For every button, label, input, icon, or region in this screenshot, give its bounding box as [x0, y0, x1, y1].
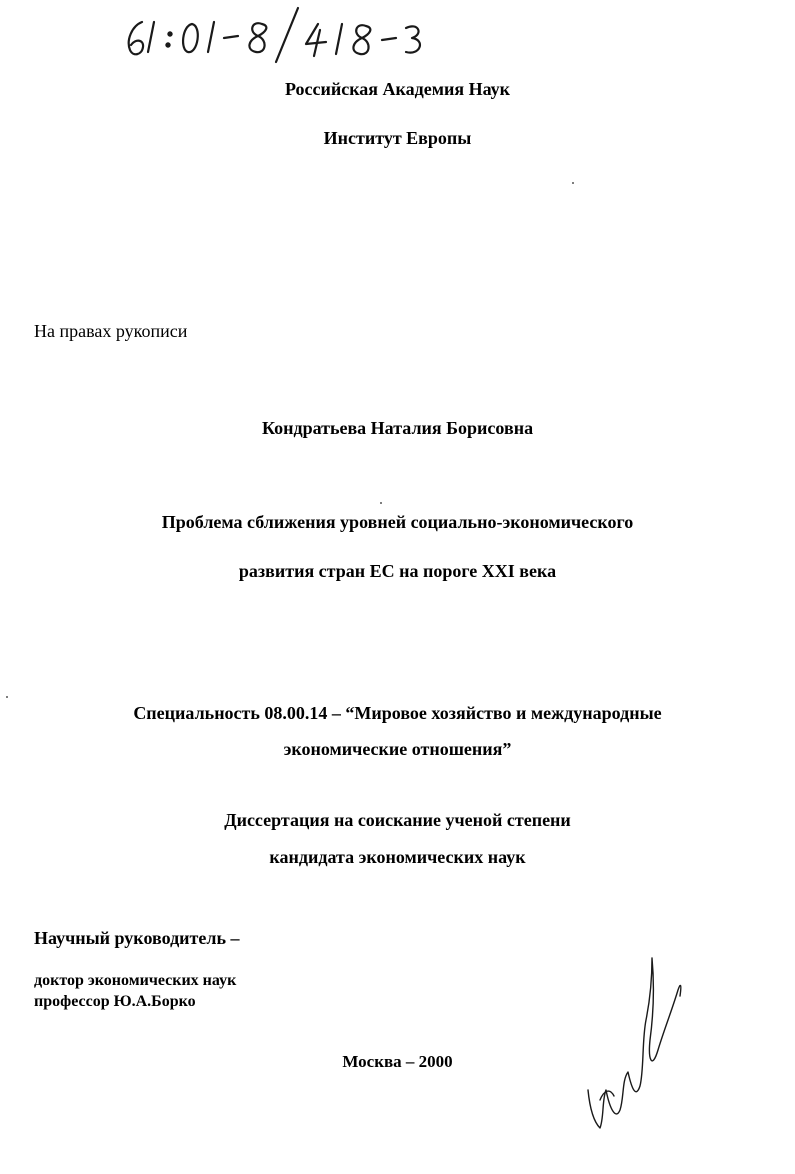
supervisor-label: Научный руководитель – — [34, 928, 240, 948]
institute-name: Институт Европы — [323, 128, 472, 148]
handwritten-archive-number — [120, 0, 510, 72]
dissertation-title-line-2: развития стран ЕС на пороге XXI века — [238, 561, 557, 581]
place-and-year: Москва – 2000 — [342, 1052, 453, 1071]
degree-line-1: Диссертация на соискание ученой степени — [224, 810, 571, 830]
specialty-line-1: Специальность 08.00.14 – “Мировое хозяйство и международные — [133, 703, 662, 723]
scan-speck — [572, 182, 574, 184]
dissertation-title-line-1: Проблема сближения уровней социально-экономического — [161, 512, 634, 532]
supervisor-degree: доктор экономических наук — [34, 972, 237, 989]
author-name: Кондратьева Наталия Борисовна — [261, 418, 534, 438]
supervisor-name: профессор Ю.А.Борко — [34, 993, 196, 1010]
degree-line-2: кандидата экономических наук — [269, 847, 526, 867]
specialty-line-2: экономические отношения” — [283, 739, 512, 759]
scan-speck — [380, 502, 382, 504]
academy-name: Российская Академия Наук — [284, 79, 511, 99]
manuscript-rights-note: На правах рукописи — [34, 321, 188, 341]
handwritten-signature — [580, 950, 690, 1135]
scan-speck — [6, 696, 8, 698]
